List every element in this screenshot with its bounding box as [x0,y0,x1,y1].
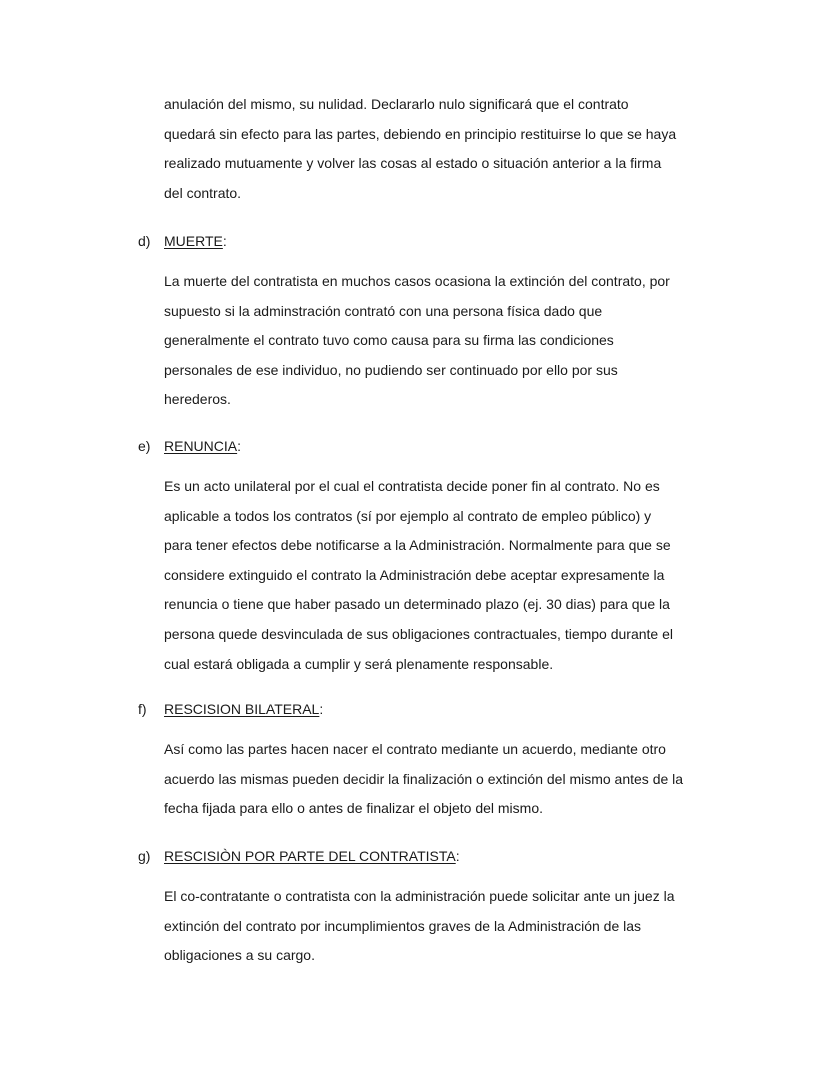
list-marker: d) [138,233,151,249]
heading-suffix: : [237,438,242,454]
section-paragraph-muerte [164,267,724,415]
list-marker: e) [138,438,151,454]
paragraph-line: persona quede desvinculada de sus obligaciones contractuales, tiempo durante el [164,625,674,642]
paragraph-line: Es un acto unilateral por el cual el contratista decide poner fin al contrato. No es [164,478,660,494]
section-paragraph-rescision-contratista [164,882,724,971]
paragraph-line: quedará sin efecto para las partes, debiendo en principio restituirse lo que se haya [164,125,677,142]
paragraph-line: anulación del mismo, su nulidad. Declararlo nulo significará que el contrato [164,96,629,112]
heading-suffix: : [319,701,324,717]
section-heading-rescision-contratista [138,846,460,866]
paragraph-line: realizado mutuamente y volver las cosas al estado o situación anterior a la firma [164,155,662,172]
paragraph-line: El co-contratante o contratista con la administración puede solicitar ante un juez la [164,888,675,904]
heading-suffix: : [455,848,460,864]
section-heading-rescision-bilateral [138,699,323,719]
section-title: RESCISION BILATERAL [164,701,320,717]
section-heading-muerte [138,231,227,251]
paragraph-line: acuerdo las mismas pueden decidir la finalización o extinción del mismo antes de la [164,770,684,787]
paragraph-line: Así como las partes hacen nacer el contrato mediante un acuerdo, mediante otro [164,741,666,757]
section-title: MUERTE [164,233,223,249]
paragraph-line: personales de ese individuo, no pudiendo ser continuado por ello por sus [164,361,618,378]
section-paragraph-rescision-bilateral [164,735,724,824]
paragraph-line: generalmente el contrato tuvo como causa para su firma las condiciones [164,332,614,349]
paragraph-line: herederos. [164,391,231,408]
paragraph-line: aplicable a todos los contratos (sí por ejemplo al contrato de empleo público) y [164,507,652,524]
paragraph-line: obligaciones a su cargo. [164,947,315,964]
paragraph-line: considere extinguido el contrato la Administración debe aceptar expresamente la [164,566,665,583]
intro-paragraph [164,90,724,208]
section-title: RENUNCIA [164,438,238,454]
list-marker: g) [138,848,151,864]
paragraph-line: fecha fijada para ello o antes de finalizar el objeto del mismo. [164,800,543,817]
paragraph-line: La muerte del contratista en muchos casos ocasiona la extinción del contrato, por [164,273,670,289]
list-marker: f) [138,701,147,717]
paragraph-line: supuesto si la adminstración contrató con una persona física dado que [164,302,603,319]
paragraph-line: cual estará obligada a cumplir y será plenamente responsable. [164,655,554,672]
heading-suffix: : [222,233,227,249]
section-paragraph-renuncia [164,472,724,679]
paragraph-line: del contrato. [164,184,242,201]
paragraph-line: extinción del contrato por incumplimientos graves de la Administración de las [164,917,642,934]
section-title: RESCISIÒN POR PARTE DEL CONTRATISTA [164,848,456,864]
paragraph-line: para tener efectos debe notificarse a la Administración. Normalmente para que se [164,537,671,554]
paragraph-line: renuncia o tiene que haber pasado un determinado plazo (ej. 30 dias) para que la [164,596,670,613]
section-heading-renuncia [138,436,241,456]
